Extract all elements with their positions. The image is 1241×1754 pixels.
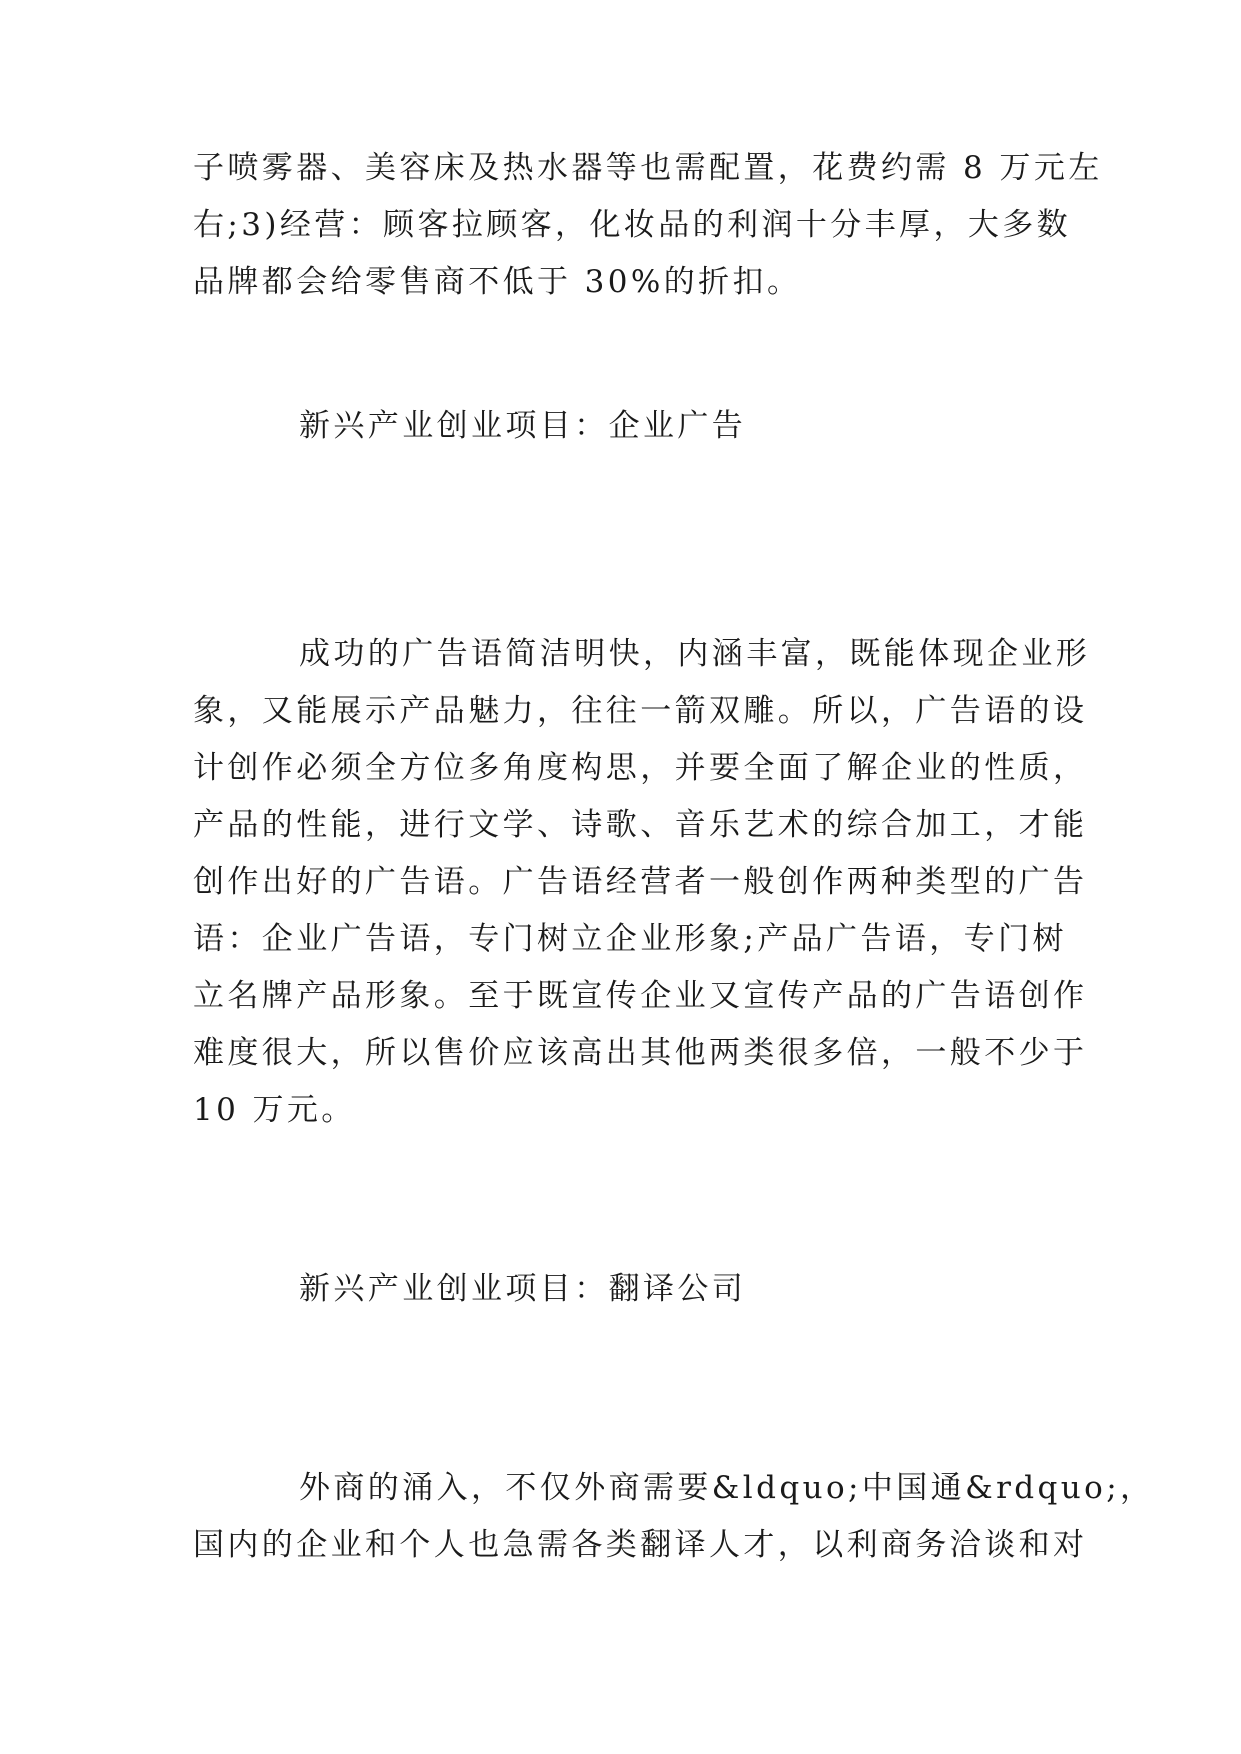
section-heading-advertising	[193, 398, 1063, 455]
text-line: 国内的企业和个人也急需各类翻译人才，以利商务洽谈和对	[193, 1527, 1088, 1563]
text-line: 产品的性能，进行文学、诗歌、音乐艺术的综合加工，才能	[193, 807, 1088, 843]
text-line: 右;3)经营：顾客拉顾客，化妆品的利润十分丰厚，大多数	[193, 207, 1072, 243]
heading-text: 新兴产业创业项目：翻译公司	[299, 1271, 747, 1307]
text-line: 难度很大，所以售价应该高出其他两类很多倍，一般不少于	[193, 1035, 1088, 1071]
heading-text: 新兴产业创业项目：企业广告	[299, 408, 747, 444]
text-line: 子喷雾器、美容床及热水器等也需配置，花费约需 8 万元左	[193, 150, 1103, 186]
text-line: 语：企业广告语，专门树立企业形象;产品广告语，专门树	[193, 921, 1067, 957]
text-line: 创作出好的广告语。广告语经营者一般创作两种类型的广告	[193, 864, 1088, 900]
text-line: 立名牌产品形象。至于既宣传企业又宣传产品的广告语创作	[193, 978, 1088, 1014]
text-line: 10 万元。	[193, 1092, 356, 1128]
paragraph-advertising	[193, 626, 1091, 1139]
text-line: 品牌都会给零售商不低于 30%的折扣。	[193, 264, 802, 300]
text-line: 计创作必须全方位多角度构思，并要全面了解企业的性质，	[193, 750, 1088, 786]
text-line: 象，又能展示产品魅力，往往一箭双雕。所以，广告语的设	[193, 693, 1088, 729]
section-heading-translation	[193, 1261, 1063, 1318]
text-line: 外商的涌入，不仅外商需要&ldquo;中国通&rdquo;，	[299, 1470, 1155, 1506]
text-line: 成功的广告语简洁明快，内涵丰富，既能体现企业形	[299, 636, 1091, 672]
paragraph-translation	[193, 1460, 1155, 1574]
paragraph-cosmetics-continued	[193, 140, 1103, 311]
